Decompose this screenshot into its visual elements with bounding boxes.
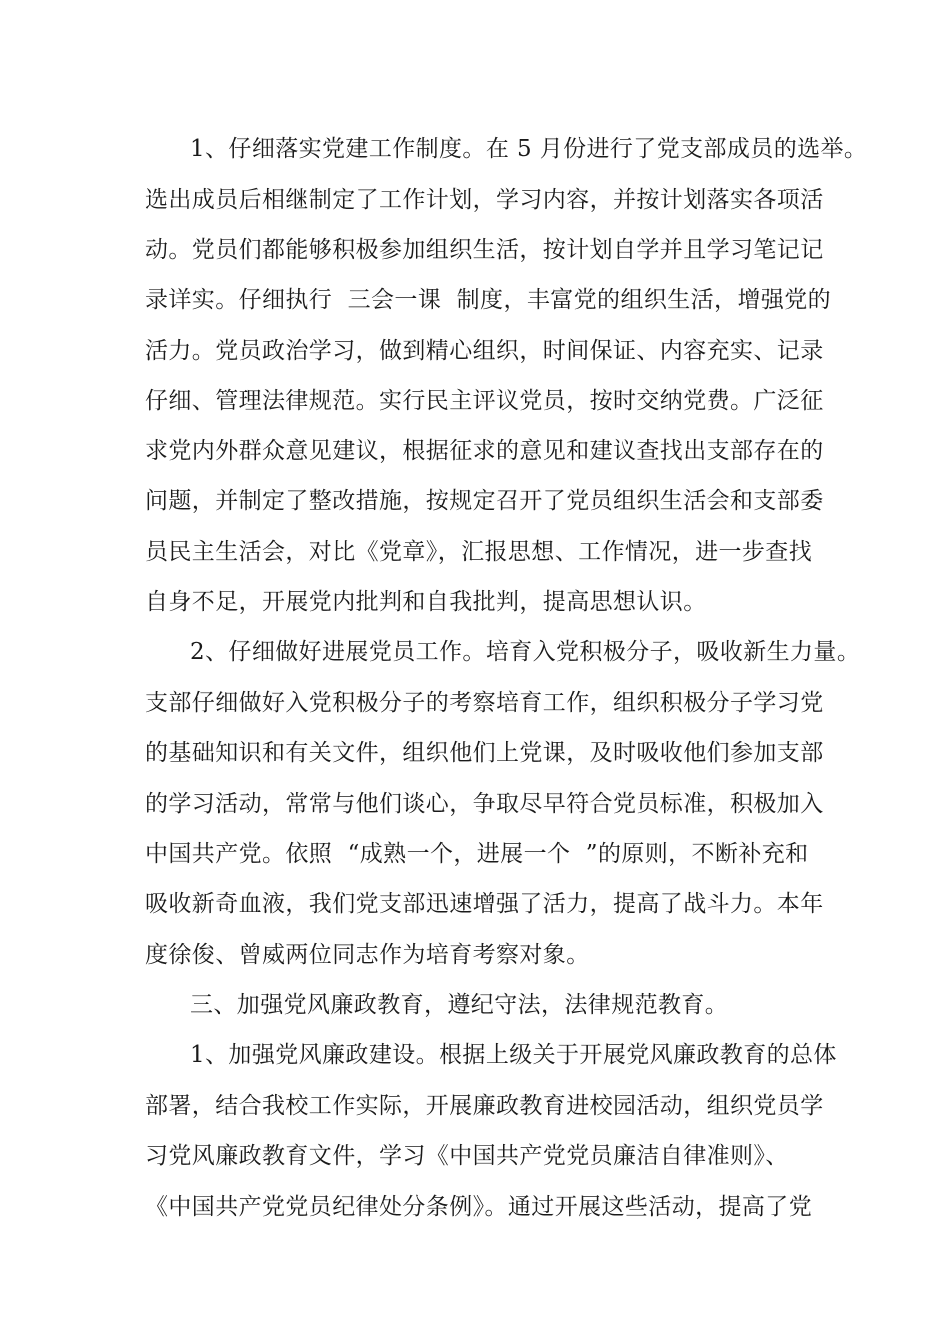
paragraph-2-line: 的基础知识和有关文件，组织他们上党课，及时吸收他们参加支部 bbox=[145, 740, 824, 766]
paragraph-2-line: 的学习活动，常常与他们谈心，争取尽早符合党员标准，积极加入 bbox=[145, 791, 824, 817]
paragraph-2-line: 支部仔细做好入党积极分子的考察培育工作，组织积极分子学习党 bbox=[145, 690, 824, 716]
section-heading: 三、加强党风廉政教育，遵纪守法，法律规范教育。 bbox=[190, 992, 729, 1018]
paragraph-1-line: 选出成员后相继制定了工作计划，学习内容，并按计划落实各项活 bbox=[145, 187, 824, 213]
paragraph-2-line: 度徐俊、曾威两位同志作为培育考察对象。 bbox=[145, 942, 590, 968]
paragraph-1-line: 自身不足，开展党内批判和自我批判，提高思想认识。 bbox=[145, 589, 707, 615]
paragraph-1-line: 求党内外群众意见建议，根据征求的意见和建议查找出支部存在的 bbox=[145, 438, 824, 464]
paragraph-3-line: 1、加强党风廉政建设。根据上级关于开展党风廉政教育的总体 bbox=[190, 1042, 837, 1068]
paragraph-2-line: 吸收新奇血液，我们党支部迅速增强了活力，提高了战斗力。本年 bbox=[145, 891, 824, 917]
paragraph-3-line: 《中国共产党党员纪律处分条例》。通过开展这些活动，提高了党 bbox=[145, 1194, 813, 1220]
paragraph-1-line: 活力。党员政治学习，做到精心组织，时间保证、内容充实、记录 bbox=[145, 338, 824, 364]
paragraph-3-line: 习党风廉政教育文件，学习《中国共产党党员廉洁自律准则》、 bbox=[145, 1143, 789, 1169]
paragraph-1-line: 录详实。仔细执行 三会一课 制度，丰富党的组织生活，增强党的 bbox=[145, 287, 832, 313]
paragraph-2-line: 中国共产党。依照 “成熟一个，进展一个 ”的原则，不断补充和 bbox=[145, 841, 809, 867]
paragraph-1-line: 动。党员们都能够积极参加组织生活，按计划自学并且学习笔记记 bbox=[145, 237, 824, 263]
paragraph-1-line: 1、仔细落实党建工作制度。在 5 月份进行了党支部成员的选举。 bbox=[190, 136, 868, 162]
paragraph-2-line: 2、仔细做好进展党员工作。培育入党积极分子，吸收新生力量。 bbox=[190, 639, 861, 665]
paragraph-1-line: 仔细、管理法律规范。实行民主评议党员，按时交纳党费。广泛征 bbox=[145, 388, 824, 414]
paragraph-3-line: 部署，结合我校工作实际，开展廉政教育进校园活动，组织党员学 bbox=[145, 1093, 824, 1119]
paragraph-1-line: 员民主生活会，对比《党章》，汇报思想、工作情况，进一步查找 bbox=[145, 539, 813, 565]
paragraph-1-line: 问题，并制定了整改措施，按规定召开了党员组织生活会和支部委 bbox=[145, 488, 824, 514]
